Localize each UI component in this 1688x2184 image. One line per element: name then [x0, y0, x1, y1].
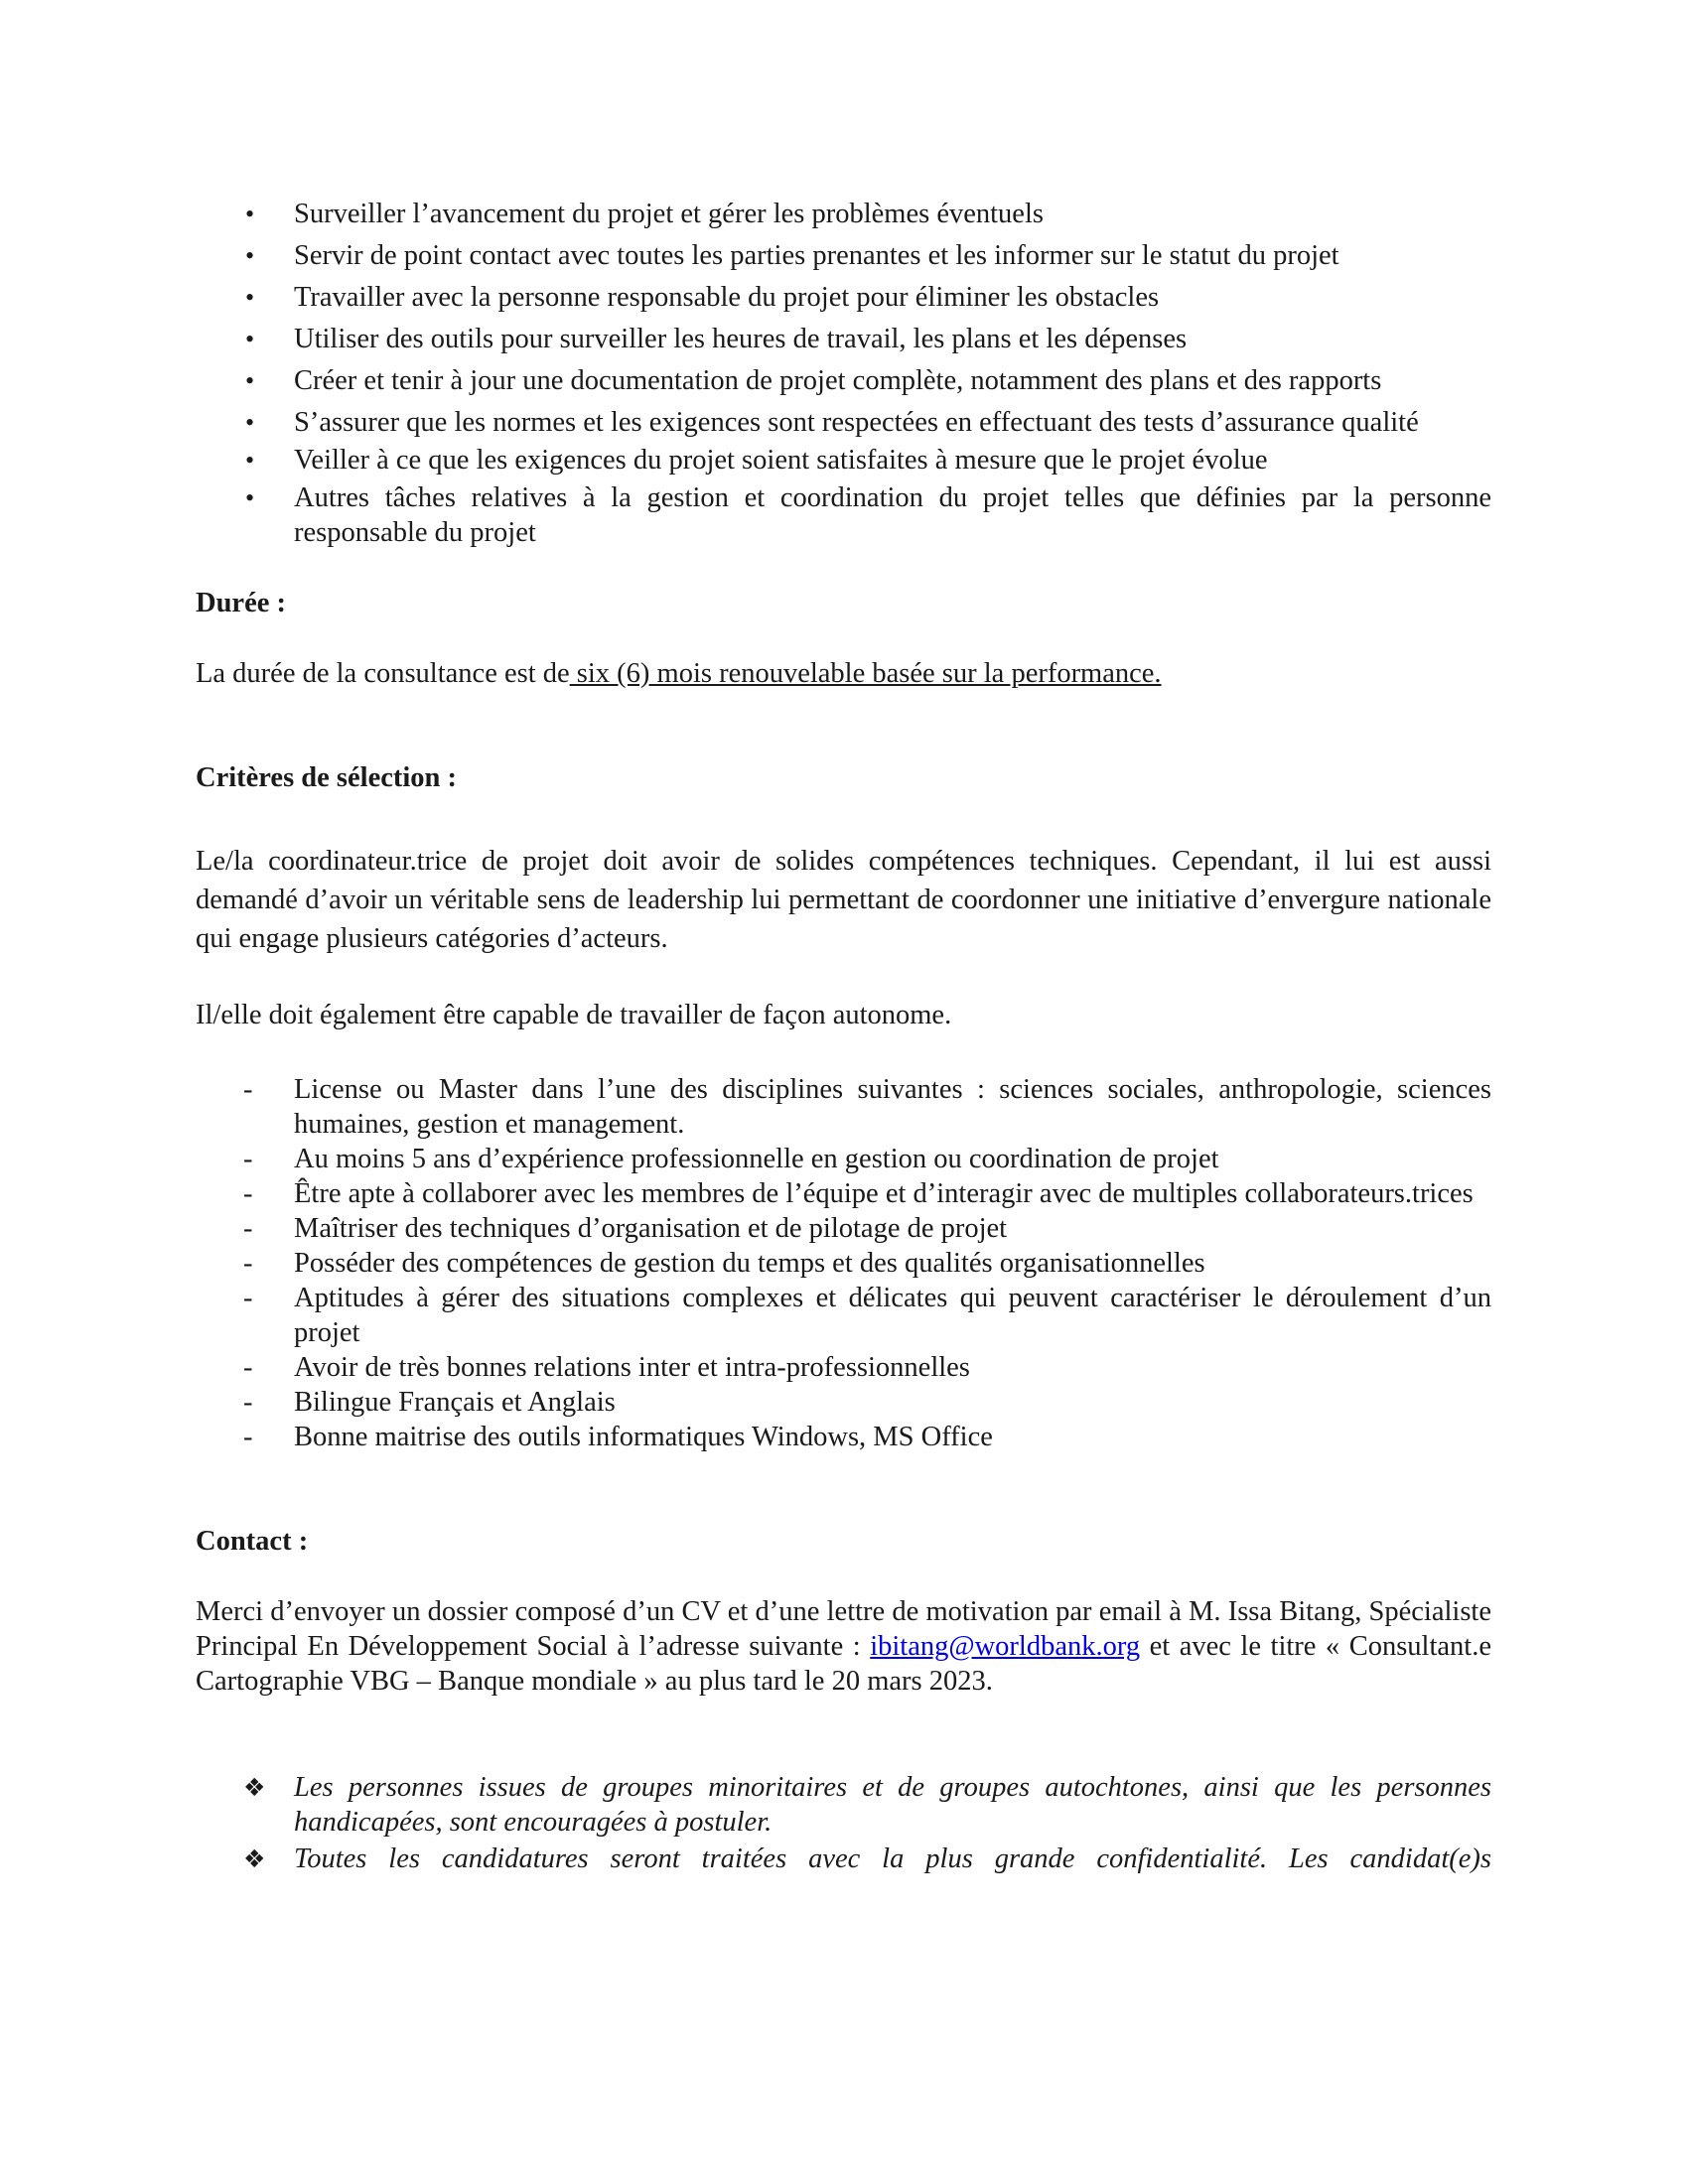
list-item: [196, 1246, 1491, 1281]
criteria-text: Aptitudes à gérer des situations complexes et délicates qui peuvent caractériser le déroulement d’un projet: [294, 1283, 1491, 1348]
list-item: [196, 1211, 1491, 1246]
diamond-bullet-icon: ❖: [243, 1844, 266, 1873]
task-text: Travailler avec la personne responsable du projet pour éliminer les obstacles: [294, 282, 1160, 313]
dash-marker: -: [243, 1248, 253, 1279]
dash-marker: -: [243, 1144, 253, 1174]
list-item: [196, 443, 1491, 478]
contact-text: Merci d’envoyer un dossier composé d’un CV et d’une lettre de motivation par email à M. Issa Bitang, Spécialiste Principal En Développement Social à l’adresse suivante :: [196, 1596, 1491, 1662]
bullet-icon: •: [245, 366, 255, 395]
bullet-icon: •: [245, 446, 255, 475]
list-item: [196, 280, 1491, 315]
list-item: [196, 1385, 1491, 1420]
bullet-icon: •: [245, 283, 255, 312]
contact-text-after: et avec le titre « Consultant.e Cartographie VBG – Banque mondiale » au plus tard le 20 mars 2023.: [196, 1631, 1491, 1697]
bullet-icon: •: [245, 408, 255, 437]
criteres-paragraph-autonomy: Il/elle doit également être capable de travailler de façon autonome.: [196, 1000, 952, 1030]
diamond-bullet-icon: ❖: [243, 1773, 266, 1802]
criteria-text: Avoir de très bonnes relations inter et intra-professionnelles: [294, 1352, 970, 1383]
notes-list: [196, 1770, 1491, 1876]
list-item: [196, 480, 1491, 550]
dash-marker: -: [243, 1283, 253, 1313]
duree-heading: Durée :: [196, 588, 286, 618]
list-item: [196, 1842, 1491, 1876]
task-text: Utiliser des outils pour surveiller les heures de travail, les plans et les dépenses: [294, 324, 1188, 354]
criteria-text: License ou Master dans l’une des disciplines suivantes : sciences sociales, anthropologie, sciences humaines, gestion et management.: [294, 1074, 1491, 1140]
list-item: [196, 1770, 1491, 1840]
note-text: Toutes les candidatures seront traitées avec la plus grande confidentialité. Les candidat(e)s: [294, 1843, 1491, 1874]
criteres-heading: Critères de sélection :: [196, 762, 457, 793]
contact-paragraph: [196, 1594, 1491, 1699]
duree-underlined-text: six (6) mois renouvelable basée sur la performance.: [569, 658, 1162, 689]
dash-marker: -: [243, 1422, 253, 1452]
tasks-list: [196, 197, 1491, 550]
list-item: [196, 238, 1491, 273]
task-text: Servir de point contact avec toutes les parties prenantes et les informer sur le statut du projet: [294, 240, 1339, 271]
note-text: Les personnes issues de groupes minoritaires et de groupes autochtones, ainsi que les personnes handicapées, sont encouragées à postuler.: [294, 1772, 1491, 1838]
criteria-text: Posséder des compétences de gestion du temps et des qualités organisationnelles: [294, 1248, 1205, 1279]
criteria-text: Maîtriser des techniques d’organisation et de pilotage de projet: [294, 1213, 1008, 1244]
list-item: [196, 322, 1491, 356]
duree-text: La durée de la consultance est de: [196, 658, 570, 689]
bullet-icon: •: [245, 325, 255, 353]
task-text: Autres tâches relatives à la gestion et coordination du projet telles que définies par la personne responsable du projet: [294, 482, 1491, 548]
bullet-icon: •: [245, 241, 255, 270]
list-item: [196, 1072, 1491, 1142]
email-link[interactable]: ibitang@worldbank.org: [870, 1631, 1141, 1662]
criteres-list: [196, 1072, 1491, 1454]
list-item: [196, 1176, 1491, 1211]
criteria-text: Bonne maitrise des outils informatiques Windows, MS Office: [294, 1422, 993, 1452]
task-text: Surveiller l’avancement du projet et gérer les problèmes éventuels: [294, 199, 1044, 229]
bullet-icon: •: [245, 483, 255, 512]
dash-marker: -: [243, 1213, 253, 1244]
criteria-text: Être apte à collaborer avec les membres de l’équipe et d’interagir avec de multiples collaborateurs.trices: [294, 1178, 1474, 1209]
dash-marker: -: [243, 1352, 253, 1383]
criteria-text: Au moins 5 ans d’expérience professionnelle en gestion ou coordination de projet: [294, 1144, 1219, 1174]
duree-paragraph: [196, 656, 1491, 691]
dash-marker: -: [243, 1387, 253, 1418]
task-text: Veiller à ce que les exigences du projet soient satisfaites à mesure que le projet évolue: [294, 445, 1268, 476]
criteria-text: Bilingue Français et Anglais: [294, 1387, 616, 1418]
contact-heading: Contact :: [196, 1526, 309, 1557]
list-item: [196, 1142, 1491, 1176]
list-item: [196, 1281, 1491, 1350]
list-item: [196, 1350, 1491, 1385]
list-item: [196, 405, 1491, 440]
bullet-icon: •: [245, 200, 255, 228]
criteres-paragraph: Le/la coordinateur.trice de projet doit avoir de solides compétences techniques. Cependant, il lui est aussi demandé d’avoir un véritable sens de leadership lui permettant de coordonner une initiative d’envergure nationale qui engage plusieurs catégories d’acteurs.: [196, 846, 1491, 954]
dash-marker: -: [243, 1074, 253, 1105]
dash-marker: -: [243, 1178, 253, 1209]
list-item: [196, 363, 1491, 398]
list-item: [196, 1420, 1491, 1454]
task-text: Créer et tenir à jour une documentation de projet complète, notamment des plans et des rapports: [294, 365, 1382, 396]
document-page: [196, 197, 1491, 1878]
list-item: [196, 197, 1491, 231]
task-text: S’assurer que les normes et les exigences sont respectées en effectuant des tests d’assurance qualité: [294, 407, 1419, 438]
